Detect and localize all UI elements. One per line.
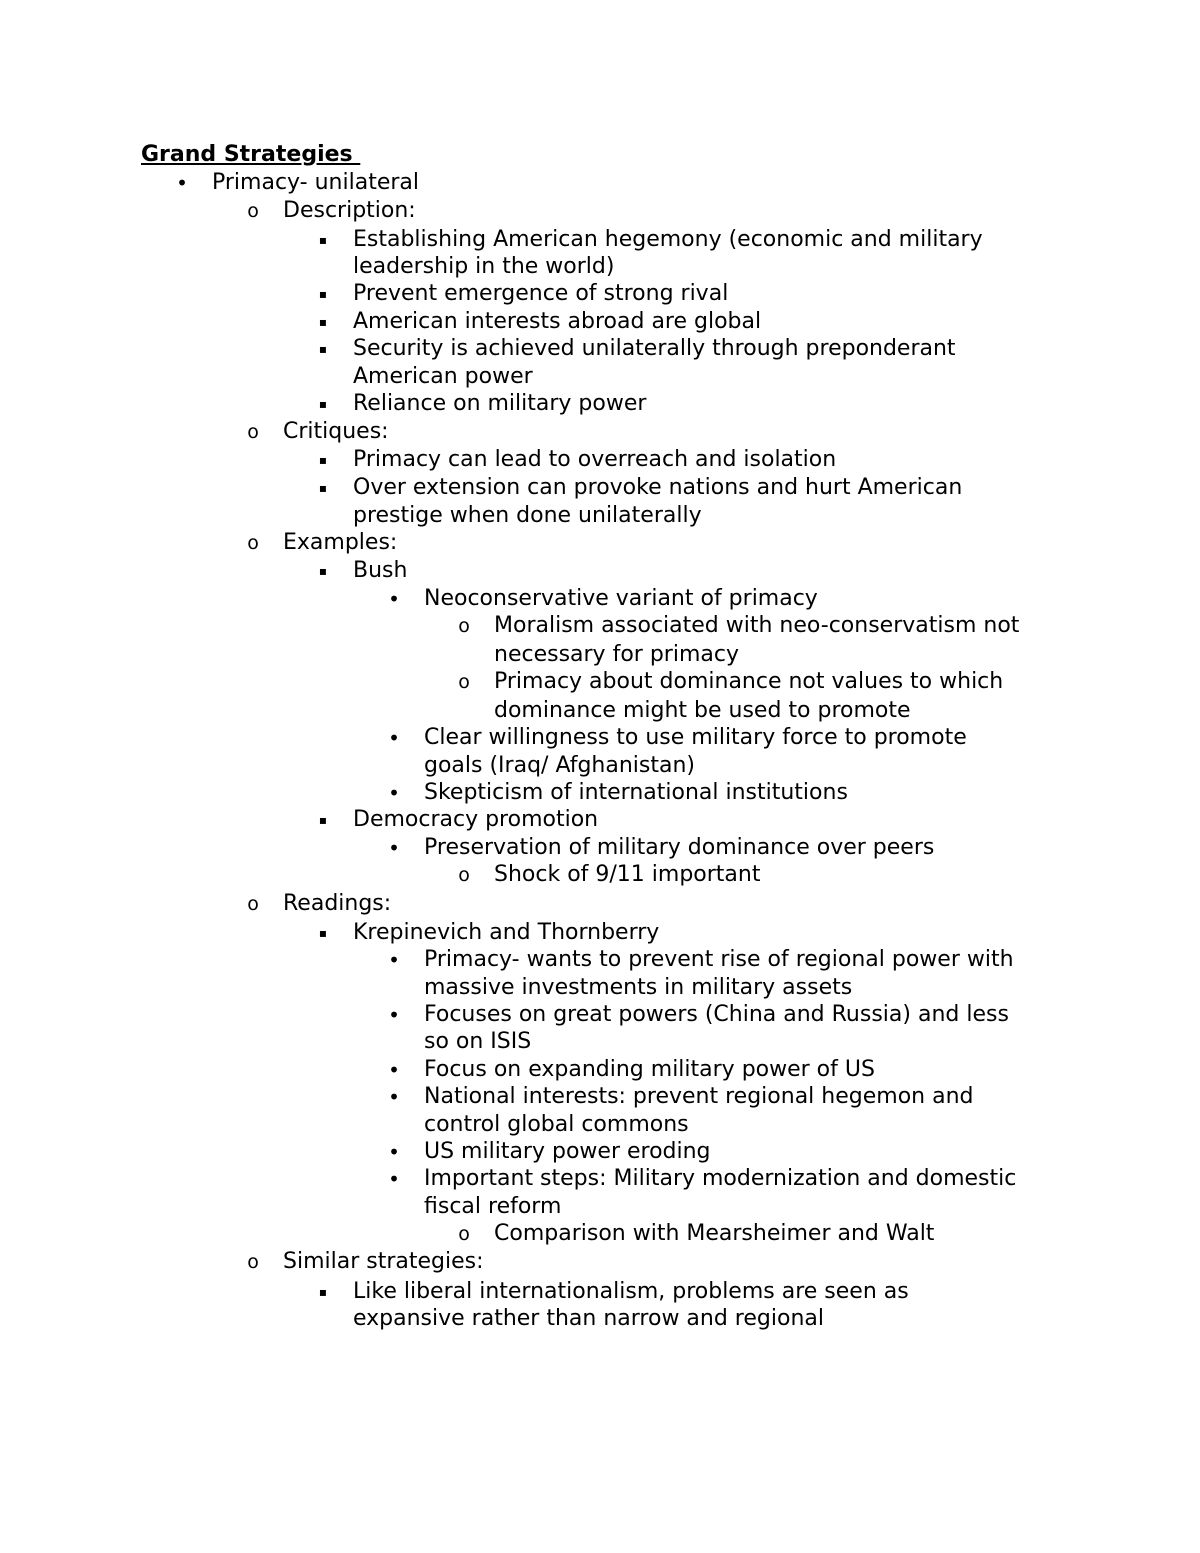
list-item: so on ISIS	[424, 1029, 532, 1054]
list-item: National interests: prevent regional hegemon and	[424, 1084, 974, 1109]
list-item: Critiques:	[283, 419, 389, 444]
list-item: Security is achieved unilaterally through preponderant	[353, 336, 956, 361]
list-item: Over extension can provoke nations and hurt American	[353, 475, 963, 500]
square-bullet-icon: ▪	[318, 453, 328, 467]
list-item: American power	[353, 364, 533, 389]
list-item: Reliance on military power	[353, 391, 647, 416]
list-item: goals (Iraq/ Afghanistan)	[424, 753, 695, 778]
list-item: Shock of 9/11 important	[494, 862, 761, 887]
list-item: Similar strategies:	[283, 1249, 484, 1274]
list-item: control global commons	[424, 1112, 689, 1137]
list-item: Bush	[353, 558, 408, 583]
list-item: Krepinevich and Thornberry	[353, 920, 660, 945]
bullet-icon: •	[388, 1140, 400, 1164]
list-item: Primacy- wants to prevent rise of regional power with	[424, 947, 1014, 972]
bullet-icon: •	[388, 1167, 400, 1191]
list-item: Like liberal internationalism, problems are seen as	[353, 1279, 909, 1304]
square-bullet-icon: ▪	[318, 481, 328, 495]
list-item: massive investments in military assets	[424, 975, 853, 1000]
list-item: prestige when done unilaterally	[353, 503, 702, 528]
page-title: Grand Strategies	[141, 142, 361, 167]
list-item: Establishing American hegemony (economic and military	[353, 227, 983, 252]
list-item: Prevent emergence of strong rival	[353, 281, 729, 306]
square-bullet-icon: ▪	[318, 926, 328, 940]
list-item: Democracy promotion	[353, 807, 599, 832]
list-item: Primacy about dominance not values to which	[494, 669, 1004, 694]
square-bullet-icon: ▪	[318, 397, 328, 411]
circle-bullet-icon: o	[247, 200, 259, 222]
square-bullet-icon: ▪	[318, 564, 328, 578]
square-bullet-icon: ▪	[318, 342, 328, 356]
circle-bullet-icon: o	[458, 864, 470, 886]
bullet-icon: •	[388, 948, 400, 972]
list-item: Primacy can lead to overreach and isolation	[353, 447, 837, 472]
bullet-icon: •	[388, 1003, 400, 1027]
list-item: Clear willingness to use military force to promote	[424, 725, 967, 750]
list-item: fiscal reform	[424, 1194, 562, 1219]
bullet-icon: •	[388, 1058, 400, 1082]
list-item: Neoconservative variant of primacy	[424, 586, 818, 611]
list-item: Moralism associated with neo-conservatism not	[494, 613, 1020, 638]
bullet-icon: •	[388, 1085, 400, 1109]
circle-bullet-icon: o	[247, 532, 259, 554]
bullet-icon: •	[388, 781, 400, 805]
list-item: Preservation of military dominance over peers	[424, 835, 935, 860]
list-item: Description:	[283, 198, 416, 223]
list-item: Focus on expanding military power of US	[424, 1057, 875, 1082]
square-bullet-icon: ▪	[318, 287, 328, 301]
list-item: Readings:	[283, 891, 392, 916]
list-item: Primacy- unilateral	[212, 170, 420, 195]
list-item: US military power eroding	[424, 1139, 711, 1164]
list-item: Skepticism of international institutions	[424, 780, 848, 805]
list-item: American interests abroad are global	[353, 309, 762, 334]
list-item: dominance might be used to promote	[494, 698, 911, 723]
list-item: Comparison with Mearsheimer and Walt	[494, 1221, 935, 1246]
circle-bullet-icon: o	[458, 671, 470, 693]
list-item: Examples:	[283, 530, 398, 555]
circle-bullet-icon: o	[458, 615, 470, 637]
list-item: leadership in the world)	[353, 254, 615, 279]
bullet-icon: •	[388, 587, 400, 611]
square-bullet-icon: ▪	[318, 233, 328, 247]
circle-bullet-icon: o	[247, 1251, 259, 1273]
circle-bullet-icon: o	[247, 893, 259, 915]
bullet-icon: •	[176, 171, 188, 195]
list-item: Focuses on great powers (China and Russia) and less	[424, 1002, 1009, 1027]
square-bullet-icon: ▪	[318, 1285, 328, 1299]
list-item: expansive rather than narrow and regional	[353, 1306, 824, 1331]
circle-bullet-icon: o	[247, 421, 259, 443]
square-bullet-icon: ▪	[318, 813, 328, 827]
square-bullet-icon: ▪	[318, 315, 328, 329]
list-item: necessary for primacy	[494, 642, 739, 667]
bullet-icon: •	[388, 726, 400, 750]
circle-bullet-icon: o	[458, 1223, 470, 1245]
bullet-icon: •	[388, 836, 400, 860]
list-item: Important steps: Military modernization and domestic	[424, 1166, 1017, 1191]
